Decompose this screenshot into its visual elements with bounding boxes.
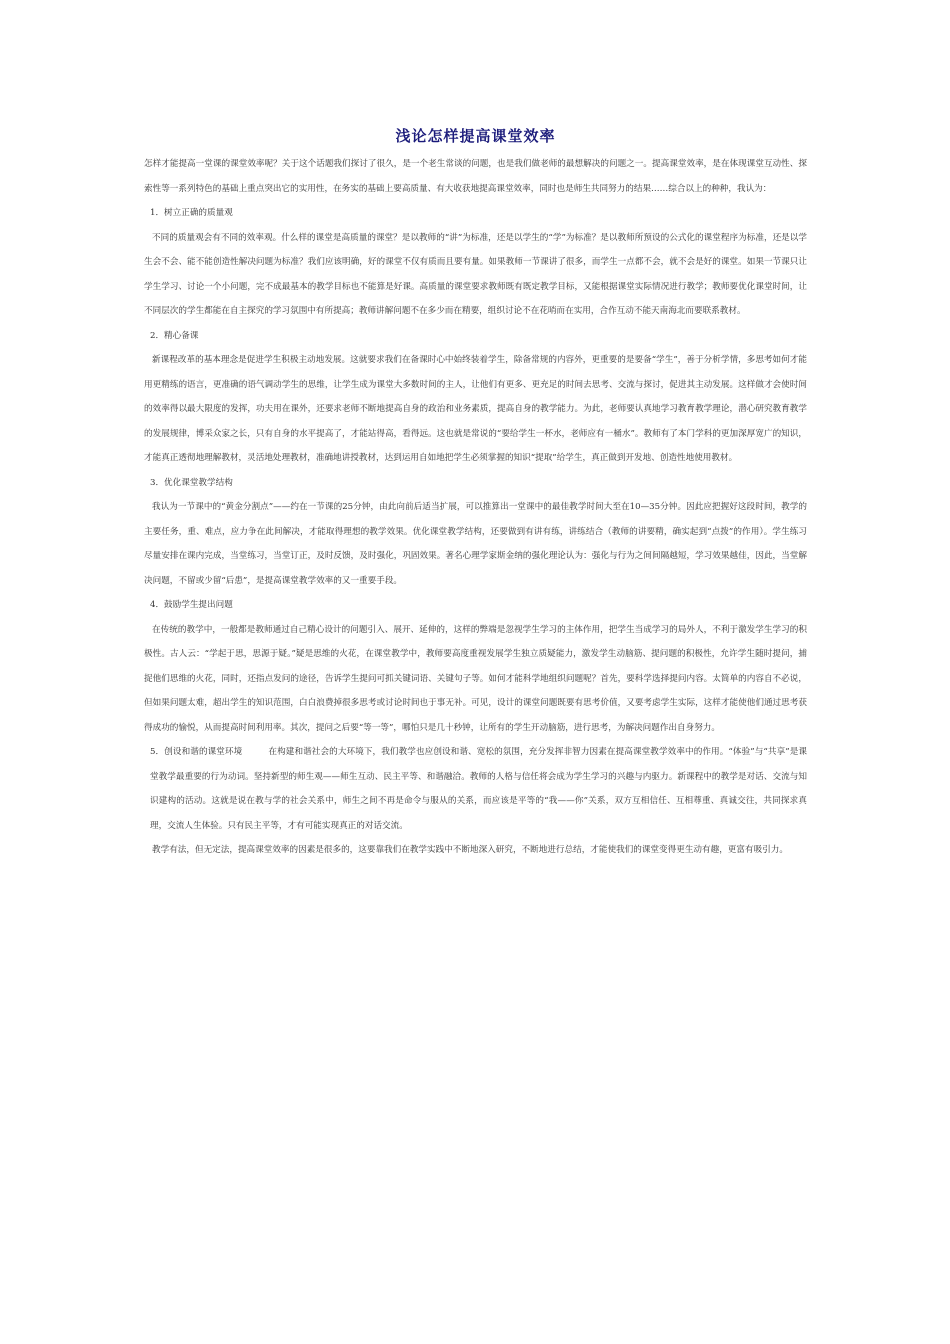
section-1-heading: 1．树立正确的质量观 (150, 208, 233, 218)
section-2-heading: 2．精心备课 (150, 330, 199, 341)
conclusion-paragraph: 教学有法，但无定法，提高课堂效率的因素是很多的，这要靠我们在教学实践中不断地深入研究，不断地进行总结，才能使我们的课堂变得更生动有趣，更富有吸引力。 (152, 845, 788, 855)
section-2-body: 新课程改革的基本理念是促进学生积极主动地发展。这就要求我们在备课时心中始终装着学生，除备常规的内容外，更重要的是要备“学生”，善于分析学情，多思考如何才能用更精练的语言，更准确的语气调动学生的思维，让学生成为课堂大多数时间的主人，让他们有更多、更充足的时间去思考、交流与探讨，促进其主动发展。这样做才会使时间的效率得以最大限度的发挥，功夫用在课外，还要求老师不断地提高自身的政治和业务素质，提高自身的教学能力。为此，老师要认真地学习教育教学理论，潜心研究教育教学的发展规律，博采众家之长，只有自身的水平提高了，才能站得高，看得远。这也就是常说的“要给学生一杯水，老师应有一桶水”。教师有了本门学科的更加深厚宽广的知识，才能真正透彻地理解教材，灵活地处理教材，准确地讲授教材，达到运用自如地把学生必须掌握的知识“提取”给学生，真正做到开发地、创造性地使用教材。 (144, 355, 807, 463)
section-1-body: 不同的质量观会有不同的效率观。什么样的课堂是高质量的课堂？是以教师的“讲”为标准，还是以学生的“学”为标准？是以教师所预设的公式化的课堂程序为标准，还是以学生会不会、能不能创造性解决问题为标准？我们应该明确，好的课堂不仅有质而且要有量。如果教师一节课讲了很多，而学生一点都不会，就不会是好的课堂。如果一节课只让学生学习、讨论一个小问题，完不成最基本的教学目标也不能算是好课。高质量的课堂要求教师既有既定教学目标，又能根据课堂实际情况进行教学；教师要优化课堂时间，让不同层次的学生都能在自主探究的学习氛围中有所提高；教师讲解问题不在多少而在精要，组织讨论不在花哨而在实用，合作互动不能天南海北而要联系教材。 (144, 232, 807, 316)
document-page (144, 124, 807, 863)
section-4-body: 在传统的教学中，一般都是教师通过自己精心设计的问题引入、展开、延伸的，这样的弊端是忽视学生学习的主体作用，把学生当成学习的局外人，不利于激发学生学习的积极性。古人云：“学起于思，思源于疑。”疑是思维的火花，在课堂教学中，教师要高度重视发展学生独立质疑能力，激发学生动脑筋、提问题的积极性，允许学生随时提问，捕捉他们思维的火花，同时，还指点发问的途径，告诉学生提问可抓关键词语、关键句子等。如何才能科学地组织问题呢？首先，要科学选择提问内容。太简单的内容自不必说，但如果问题太难，超出学生的知识范围，白白浪费掉很多思考或讨论时间也于事无补。可见，设计的课堂问题既要有思考价值，又要考虑学生实际，这样才能使他们通过思考获得成功的愉悦，从而提高时间利用率。其次，提问之后要“等一等”，哪怕只是几十秒钟，让所有的学生开动脑筋，进行思考，为解决问题作出自身努力。 (144, 624, 807, 733)
section-5-paragraph (144, 740, 807, 838)
intro-paragraph: 怎样才能提高一堂课的课堂效率呢？关于这个话题我们探讨了很久，是一个老生常谈的问题，也是我们做老师的最想解决的问题之一。提高课堂效率，是在体现课堂互动性、探索性等一系列特色的基础上重点突出它的实用性，在务实的基础上要高质量、有大收获地提高课堂效率，同时也是师生共同努力的结果……综合以上的种种，我认为： (144, 159, 807, 194)
section-5-body: 在构建和谐社会的大环境下，我们教学也应创设和谐、宽松的氛围，充分发挥非智力因素在提高课堂教学效率中的作用。“体验”与“共享”是课堂教学最重要的行为动词。坚持新型的师生观——师生互动、民主平等、和谐融洽。教师的人格与信任将会成为学生学习的兴趣与内驱力。新课程中的教学是对话、交流与知识建构的活动。这就是说在教与学的社会关系中，师生之间不再是命令与服从的关系，而应该是平等的“我——你”关系，双方互相信任、互相尊重、真诚交往，共同探求真理，交流人生体验。只有民主平等，才有可能实现真正的对话交流。 (150, 747, 808, 831)
document-title: 浅论怎样提高课堂效率 (395, 127, 556, 145)
section-5-heading: 5．创设和谐的课堂环境 (150, 747, 243, 757)
section-3-body: 我认为一节课中的“黄金分割点”——约在一节课的25分钟，由此向前后适当扩展，可以推算出一堂课中的最佳教学时间大至在10—35分钟。因此应把握好这段时间，教学的主要任务，重、难点，应力争在此间解决，才能取得理想的教学效果。优化课堂教学结构，还要做到有讲有练，讲练结合（教师的讲要精，确实起到“点拨”的作用）。学生练习尽量安排在课内完成，当堂练习，当堂订正，及时反馈，及时强化，巩固效果。著名心理学家斯金纳的强化理论认为：强化与行为之间间隔越短，学习效果越佳，因此，当堂解决问题，不留或少留“后患”，是提高课堂教学效率的又一重要手段。 (144, 502, 807, 586)
section-4-heading: 4．鼓励学生提出问题 (150, 600, 233, 610)
section-3-heading: 3．优化课堂教学结构 (150, 477, 233, 488)
